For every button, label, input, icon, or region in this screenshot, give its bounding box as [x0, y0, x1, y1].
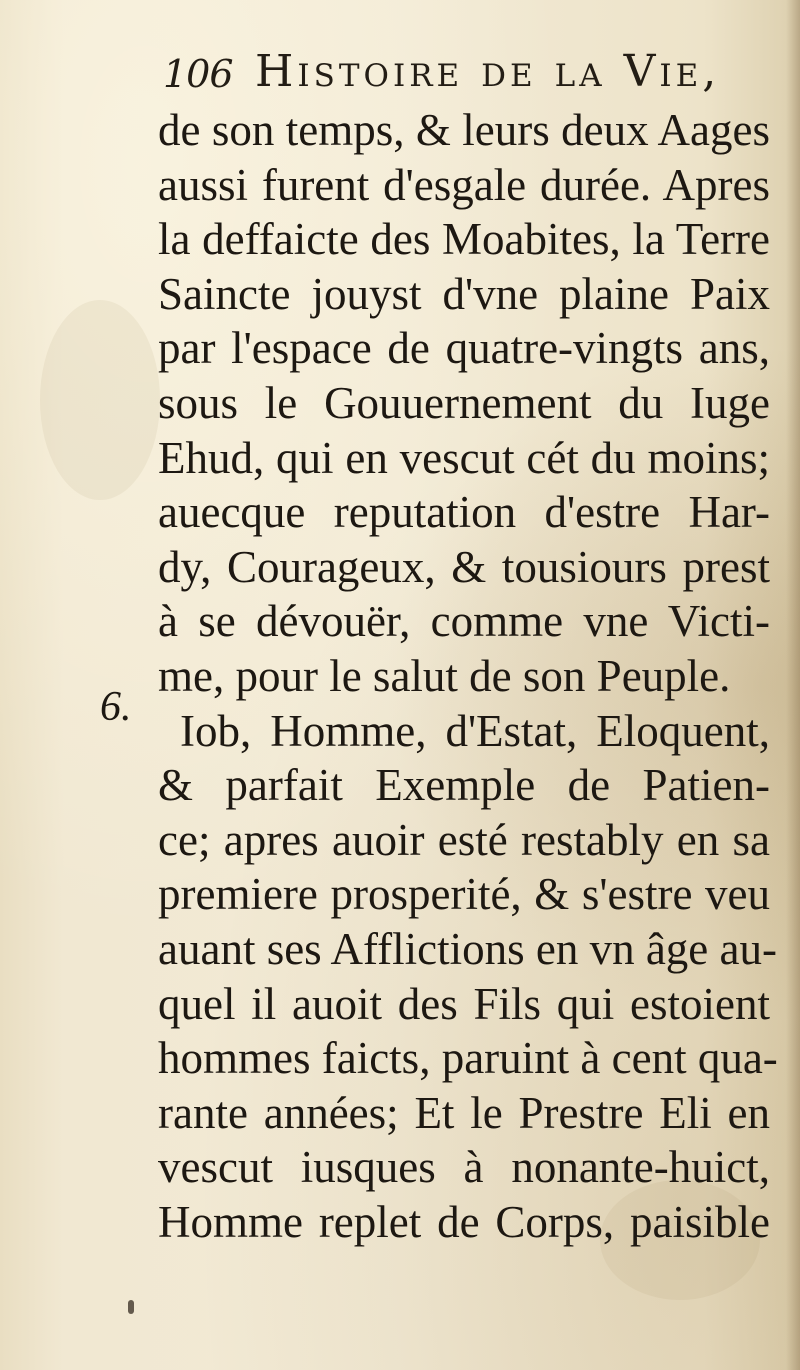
text-line: quel il auoit des Fils qui estoient	[158, 978, 770, 1029]
text-line: auant ses Afflictions en vn âge au-	[158, 923, 777, 974]
text-line: & parfait Exemple de Patien-	[158, 760, 770, 811]
text-line: me, pour le salut de son Peuple.	[158, 650, 731, 701]
text-line: ce; apres auoir esté restably en sa	[158, 814, 770, 865]
text-line: Iob, Homme, d'Estat, Eloquent,	[180, 705, 770, 756]
text-line: premiere prosperité, & s'estre veu	[158, 869, 770, 920]
text-line: de son temps, & leurs deux Aages	[158, 105, 770, 155]
text-line: rante années; Et le Prestre Eli en	[158, 1087, 770, 1138]
text-line: par l'espace de quatre-vingts ans,	[158, 323, 770, 374]
ink-smudge	[128, 1300, 134, 1314]
paper-stain	[40, 300, 160, 500]
text-line: Ehud, qui en vescut cét du moins;	[158, 432, 770, 483]
body-text	[158, 103, 778, 1249]
text-line: à se dévouër, comme vne Victi-	[158, 596, 770, 647]
text-line: aussi furent d'esgale durée. Apres	[158, 159, 770, 210]
text-line: Homme replet de Corps, paisible	[158, 1196, 770, 1247]
text-line: sous le Gouuernement du Iuge	[158, 377, 770, 428]
text-line: hommes faicts, paruint à cent qua-	[158, 1033, 778, 1084]
text-line: la deffaicte des Moabites, la Terre	[158, 214, 770, 265]
running-title: Histoire de la Vie,	[255, 46, 721, 97]
text-line: dy, Courageux, & tousiours prest	[158, 541, 770, 592]
section-number: 6.	[100, 684, 132, 730]
page-header	[163, 40, 723, 110]
text-line: vescut iusques à nonante-huict,	[158, 1142, 770, 1193]
text-line: auecque reputation d'estre Har-	[158, 487, 770, 538]
page-number: 106	[163, 52, 233, 96]
text-line: Saincte jouyst d'vne plaine Paix	[158, 268, 770, 319]
